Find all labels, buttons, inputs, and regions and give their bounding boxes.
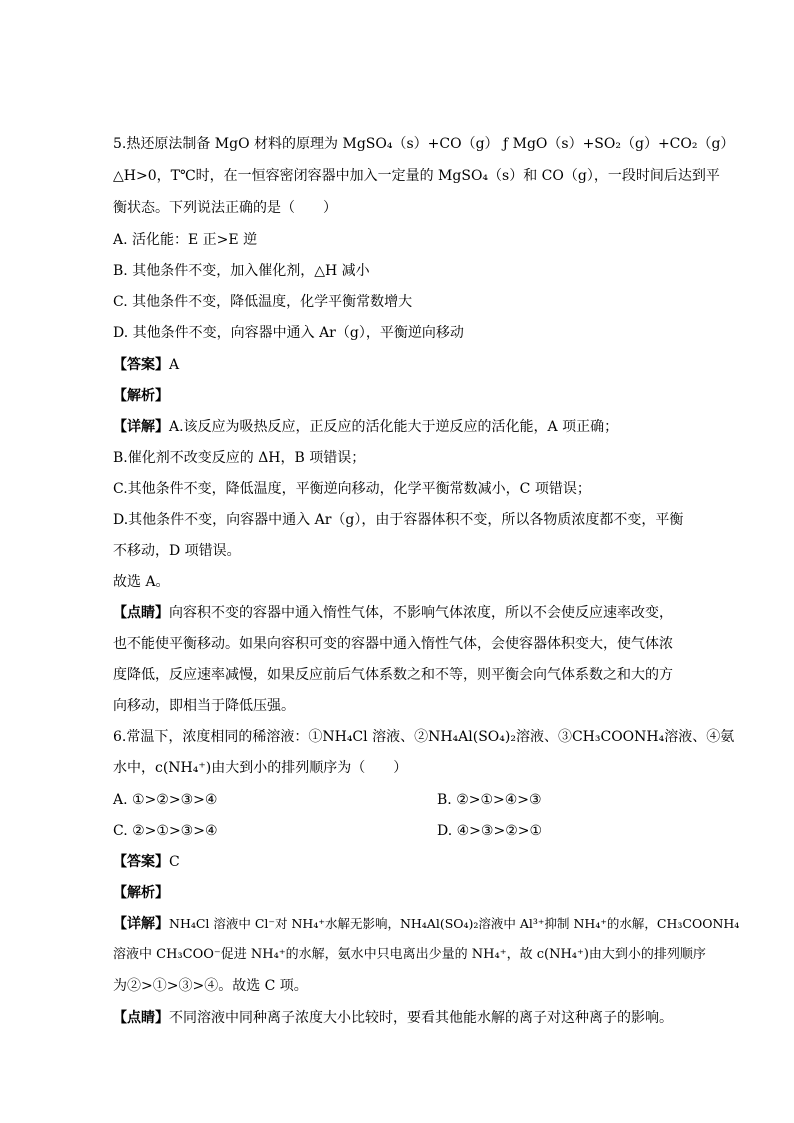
q6-answer-value: C bbox=[169, 854, 180, 870]
q6-analysis-tag: 【解析】 bbox=[113, 885, 169, 901]
q6-option-c: C. ②>①>③>④ bbox=[113, 823, 218, 839]
q5-answer-line bbox=[113, 355, 683, 375]
q5-detail-tag: 【详解】 bbox=[113, 419, 169, 435]
q6-detail-line-1 bbox=[113, 914, 740, 934]
q6-option-a: A. ①>②>③>④ bbox=[113, 792, 218, 808]
q5-answer-value: A bbox=[169, 357, 180, 373]
q6-note-line-1 bbox=[113, 1008, 683, 1028]
q5-detail-line-2: B.催化剂不改变反应的 ΔH，B 项错误； bbox=[113, 450, 366, 466]
q5-detail-line-4: D.其他条件不变，向容器中通入 Ar（g），由于容器体积不变，所以各物质浓度都不变，平衡 bbox=[113, 512, 684, 528]
q5-option-c: C. 其他条件不变，降低温度，化学平衡常数增大 bbox=[113, 294, 413, 310]
q6-options-row-2 bbox=[113, 821, 683, 841]
q5-note-line-4: 向移动，即相当于降低压强。 bbox=[113, 698, 295, 714]
q6-detail-line-3: 为②>①>③>④。故选 C 项。 bbox=[113, 978, 308, 994]
q6-options-row-1 bbox=[113, 790, 683, 810]
q5-stem-line-2: △H>0，T℃时，在一恒容密闭容器中加入一定量的 MgSO₄（s）和 CO（g），一段时间后达到平 bbox=[113, 168, 720, 184]
q6-option-d: D. ④>③>②>① bbox=[437, 823, 543, 839]
q6-answer-tag: 【答案】 bbox=[113, 854, 169, 870]
q6-detail-text-1: NH₄Cl 溶液中 Cl⁻对 NH₄⁺水解无影响，NH₄Al(SO₄)₂溶液中 Al³⁺抑制 NH₄⁺的水解，CH₃COONH₄ bbox=[169, 916, 740, 931]
q5-option-b: B. 其他条件不变，加入催化剂，△H 减小 bbox=[113, 263, 370, 279]
q5-detail-line-3: C.其他条件不变，降低温度，平衡逆向移动，化学平衡常数减小，C 项错误； bbox=[113, 481, 591, 497]
q5-note-text-1: 向容积不变的容器中通入惰性气体，不影响气体浓度，所以不会使反应速率改变， bbox=[169, 605, 673, 621]
q5-detail-text-1: A.该反应为吸热反应，正反应的活化能大于逆反应的活化能，A 项正确； bbox=[169, 419, 619, 435]
q5-analysis-tag: 【解析】 bbox=[113, 388, 169, 404]
q5-note-line-3: 度降低，反应速率减慢，如果反应前后气体系数之和不等，则平衡会向气体系数之和大的方 bbox=[113, 667, 673, 683]
q6-option-b: B. ②>①>④>③ bbox=[437, 792, 542, 808]
q6-answer-line bbox=[113, 852, 683, 872]
q5-note-line-2: 也不能使平衡移动。如果向容积可变的容器中通入惰性气体，会使容器体积变大，使气体浓 bbox=[113, 636, 673, 652]
q5-answer-tag: 【答案】 bbox=[113, 357, 169, 373]
q5-note-line-1 bbox=[113, 603, 683, 623]
q5-stem-line-1: 5.热还原法制备 MgO 材料的原理为 MgSO₄（s）+CO（g） ƒ MgO（s）+SO₂（g）+CO₂（g） bbox=[113, 136, 735, 152]
q6-detail-tag: 【详解】 bbox=[113, 916, 169, 932]
q6-note-text-1: 不同溶液中同种离子浓度大小比较时，要看其他能水解的离子对这种离子的影响。 bbox=[169, 1010, 673, 1026]
q5-detail-line-5: 不移动，D 项错误。 bbox=[113, 543, 241, 559]
q5-option-a: A. 活化能：E 正>E 逆 bbox=[113, 232, 258, 248]
q6-note-tag: 【点睛】 bbox=[113, 1010, 169, 1026]
q5-conclusion: 故选 A。 bbox=[113, 574, 170, 590]
q5-stem-line-3: 衡状态。下列说法正确的是（ ） bbox=[113, 200, 337, 216]
q6-detail-line-2: 溶液中 CH₃COO⁻促进 NH₄⁺的水解，氨水中只电离出少量的 NH₄⁺，故 c(NH₄⁺)由大到小的排列顺序 bbox=[113, 947, 706, 962]
q5-note-tag: 【点睛】 bbox=[113, 605, 169, 621]
q5-detail-line-1 bbox=[113, 417, 683, 437]
q6-stem-line-1: 6.常温下，浓度相同的稀溶液：①NH₄Cl 溶液、②NH₄Al(SO₄)₂溶液、③CH₃COONH₄溶液、④氨 bbox=[113, 729, 735, 745]
q6-stem-line-2: 水中，c(NH₄⁺)由大到小的排列顺序为（ ） bbox=[113, 760, 408, 776]
q5-option-d: D. 其他条件不变，向容器中通入 Ar（g），平衡逆向移动 bbox=[113, 325, 464, 341]
